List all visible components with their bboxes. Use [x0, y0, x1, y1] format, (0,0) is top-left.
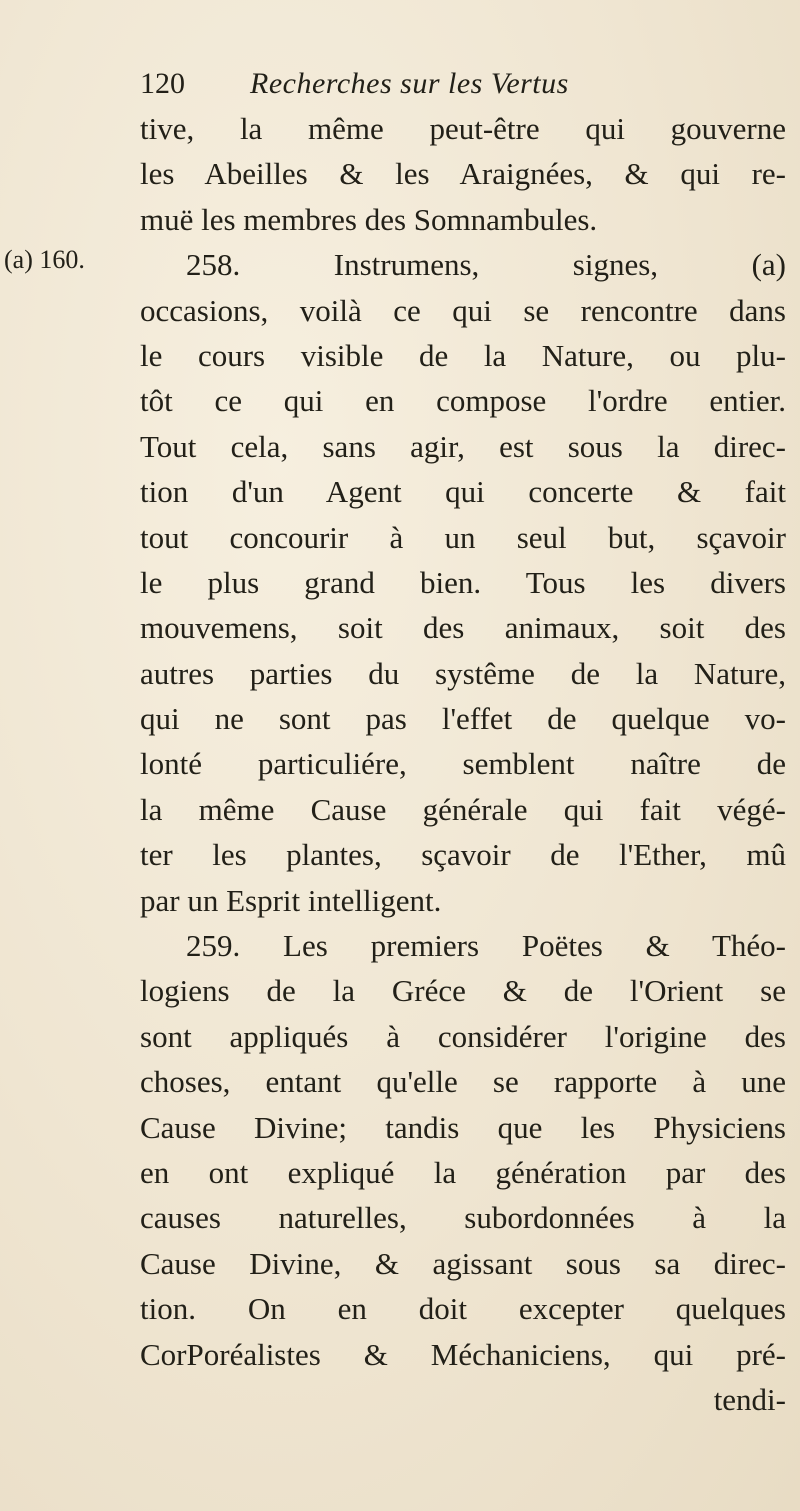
- body-text: [140, 106, 786, 1422]
- text-line: par un Esprit intelligent.: [140, 882, 442, 918]
- margin-note: (a) 160.: [4, 245, 85, 274]
- text-line: tout concourir à un seul but, sçavoir: [140, 519, 786, 555]
- page-number: 120: [140, 67, 185, 100]
- text-line: sont appliqués à considérer l'origine des: [140, 1018, 786, 1054]
- text-line: tive, la même peut-être qui gouverne: [140, 111, 786, 146]
- text-line: causes naturelles, subordonnées à la: [140, 1200, 786, 1236]
- text-line: Tout cela, sans agir, est sous la direc-: [140, 428, 786, 464]
- text-line: en ont expliqué la génération par des: [140, 1154, 786, 1190]
- text-line: choses, entant qu'elle se rapporte à une: [140, 1064, 786, 1100]
- text-line: les Abeilles & les Araignées, & qui re-: [140, 156, 786, 192]
- text-line: logiens de la Gréce & de l'Orient se: [140, 973, 786, 1009]
- running-head: [140, 62, 660, 106]
- text-line: autres parties du systême de la Nature,: [140, 655, 786, 691]
- text-line: qui ne sont pas l'effet de quelque vo-: [140, 701, 786, 737]
- text-line: 259. Les premiers Poëtes & Théo-: [186, 928, 786, 964]
- text-line: muë les membres des Somnambules.: [140, 201, 598, 237]
- text-line: tion. On en doit excepter quelques: [140, 1291, 786, 1327]
- text-line: occasions, voilà ce qui se rencontre dans: [140, 292, 786, 328]
- text-line: mouvemens, soit des animaux, soit des: [140, 610, 786, 646]
- text-line: Cause Divine, & agissant sous sa direc-: [140, 1245, 786, 1281]
- text-line: ter les plantes, sçavoir de l'Ether, mû: [140, 837, 786, 873]
- text-line: la même Cause générale qui fait végé-: [140, 791, 786, 827]
- text-line: Cause Divine; tandis que les Physiciens: [140, 1109, 786, 1145]
- text-line: 258. Instrumens, signes, (a): [186, 247, 786, 283]
- text-line: tion d'un Agent qui concerte & fait: [140, 474, 786, 510]
- text-line: le plus grand bien. Tous les divers: [140, 564, 786, 600]
- text-line: lonté particuliére, semblent naître de: [140, 746, 786, 782]
- text-line: tôt ce qui en compose l'ordre entier.: [140, 383, 786, 419]
- catchword: tendi-: [713, 1381, 786, 1417]
- text-line: CorPoréalistes & Méchaniciens, qui pré-: [140, 1336, 786, 1372]
- running-title: Recherches sur les Vertus: [250, 67, 569, 100]
- text-line: le cours visible de la Nature, ou plu-: [140, 337, 786, 373]
